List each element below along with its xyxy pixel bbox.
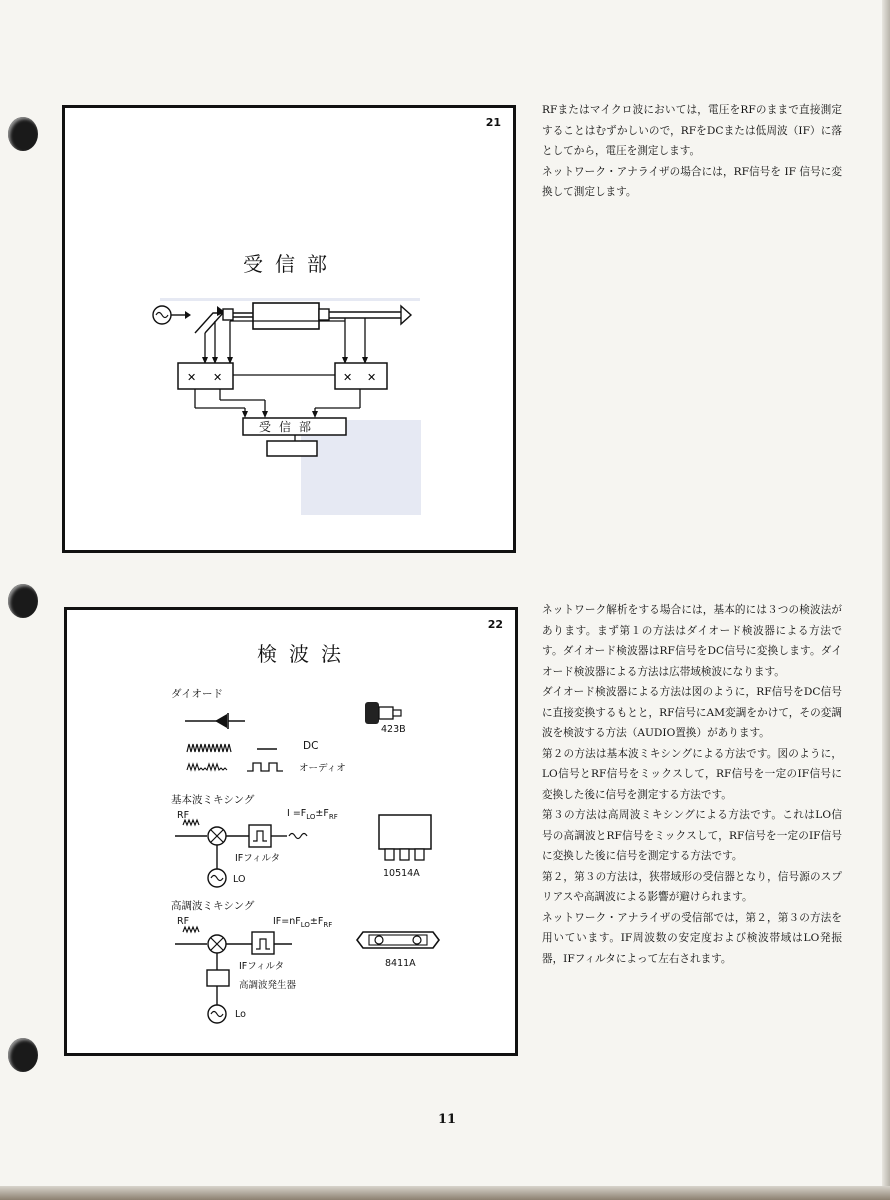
paragraph: 第２の方法は基本波ミキシングによる方法です。図のように，LO信号とRF信号をミックスして，RF信号を一定のIF信号に変換した後に信号を測定する方法です。: [542, 747, 842, 801]
page-bottom-edge: [0, 1186, 890, 1200]
square-wave-icon: [247, 763, 283, 771]
slide-title: 検波法: [257, 642, 353, 666]
detector-423b-icon: [365, 702, 379, 724]
dut-block: [253, 303, 319, 329]
svg-text:✕: ✕: [367, 371, 377, 384]
svg-text:✕: ✕: [187, 371, 197, 384]
rf-label-1: RF: [177, 810, 190, 821]
binder-hole-middle: [8, 584, 38, 618]
paragraph: ネットワーク・アナライザの場合には，RF信号を IF 信号に変換して測定します。: [542, 165, 842, 198]
if-filter-label-1: IFフィルタ: [235, 853, 281, 864]
diode-icon: [215, 714, 227, 728]
harmonic-generator-icon: [207, 970, 229, 986]
paragraph: 第３の方法は高周波ミキシングによる方法です。これはLO信号の高調波とRF信号をミックスして，RF信号を一定のIF信号に変換した後に信号を測定する方法です。: [542, 809, 842, 862]
harmonic-mixing-label: 高調波ミキシング: [171, 900, 255, 912]
paragraph: 第２，第３の方法は，狭帯域形の受信器となり，信号源のスプリアスや高調波による影響が避けられます。: [542, 870, 842, 903]
svg-text:✕: ✕: [213, 371, 223, 384]
text-block-2: [542, 600, 842, 969]
binder-hole-top: [8, 117, 38, 151]
paragraph: ダイオード検波器による方法は図のように，RF信号をDC信号に直接変換するもとと，RF信号にAM変調をかけて，その変調波を検波する方法（AUDIO置換）があります。: [542, 686, 842, 739]
paragraph: RFまたはマイクロ波においては，電圧をRFのままで直接測定することはむずかしいので，RFをDCまたは低周波（IF）に落としてから，電圧を測定します。: [542, 104, 842, 157]
part-8411a-label: 8411A: [385, 958, 416, 969]
paragraph: ネットワーク・アナライザの受信部では，第２，第３の方法を用いています。IF周波数の安定度および検波帯域はLO発振器，IFフィルタによって左右されます。: [542, 911, 842, 965]
rf-wave-icon: [187, 744, 231, 752]
slide-title: 受信部: [243, 252, 339, 276]
lo-label-1: LO: [233, 874, 246, 885]
svg-text:✕: ✕: [343, 371, 353, 384]
rf-label-2: RF: [177, 916, 190, 927]
if-formula-1: $I =F_{LO}\pm F_{RF}$: [287, 808, 338, 821]
mixer-10514a-icon: [379, 815, 431, 849]
if-formula-2: $IF=nF_{LO}\pm F_{RF}$: [273, 916, 333, 929]
receiver-diagram: [65, 108, 519, 556]
slide-21: [62, 105, 516, 553]
part-423b-label: 423B: [381, 724, 406, 735]
detection-methods-diagram: [67, 610, 521, 1059]
page-number: 11: [438, 1112, 457, 1127]
display-block: [267, 441, 317, 456]
am-wave-icon: [187, 764, 227, 770]
slide-number: 22: [487, 618, 503, 631]
text-block-1: [542, 100, 842, 203]
part-10514a-label: 10514A: [383, 868, 420, 879]
if-filter-icon-2: [252, 932, 274, 954]
if-filter-label-2: IFフィルタ: [239, 961, 285, 972]
slide-number: 21: [485, 116, 501, 129]
fundamental-mixing-label: 基本波ミキシング: [171, 794, 255, 806]
dc-label: DC: [303, 740, 319, 752]
slide-22: [64, 607, 518, 1056]
harmonic-generator-label: 高調波発生器: [239, 980, 297, 991]
audio-label: オーディオ: [299, 763, 346, 774]
binder-hole-bottom: [8, 1038, 38, 1072]
page-edge-shadow: [882, 0, 890, 1200]
diode-label: ダイオード: [171, 688, 223, 700]
lo-label-2: Lo: [235, 1009, 246, 1020]
paragraph: ネットワーク解析をする場合には，基本的には３つの検波法があります。まず第１の方法はダイオード検波器による方法です。ダイオード検波器はRF信号をDC信号に変換します。ダイオード検波器による方法は広帯域検波になります。: [542, 604, 842, 678]
receiver-block-label: 受信部: [259, 420, 320, 434]
if-filter-icon-1: [249, 825, 271, 847]
